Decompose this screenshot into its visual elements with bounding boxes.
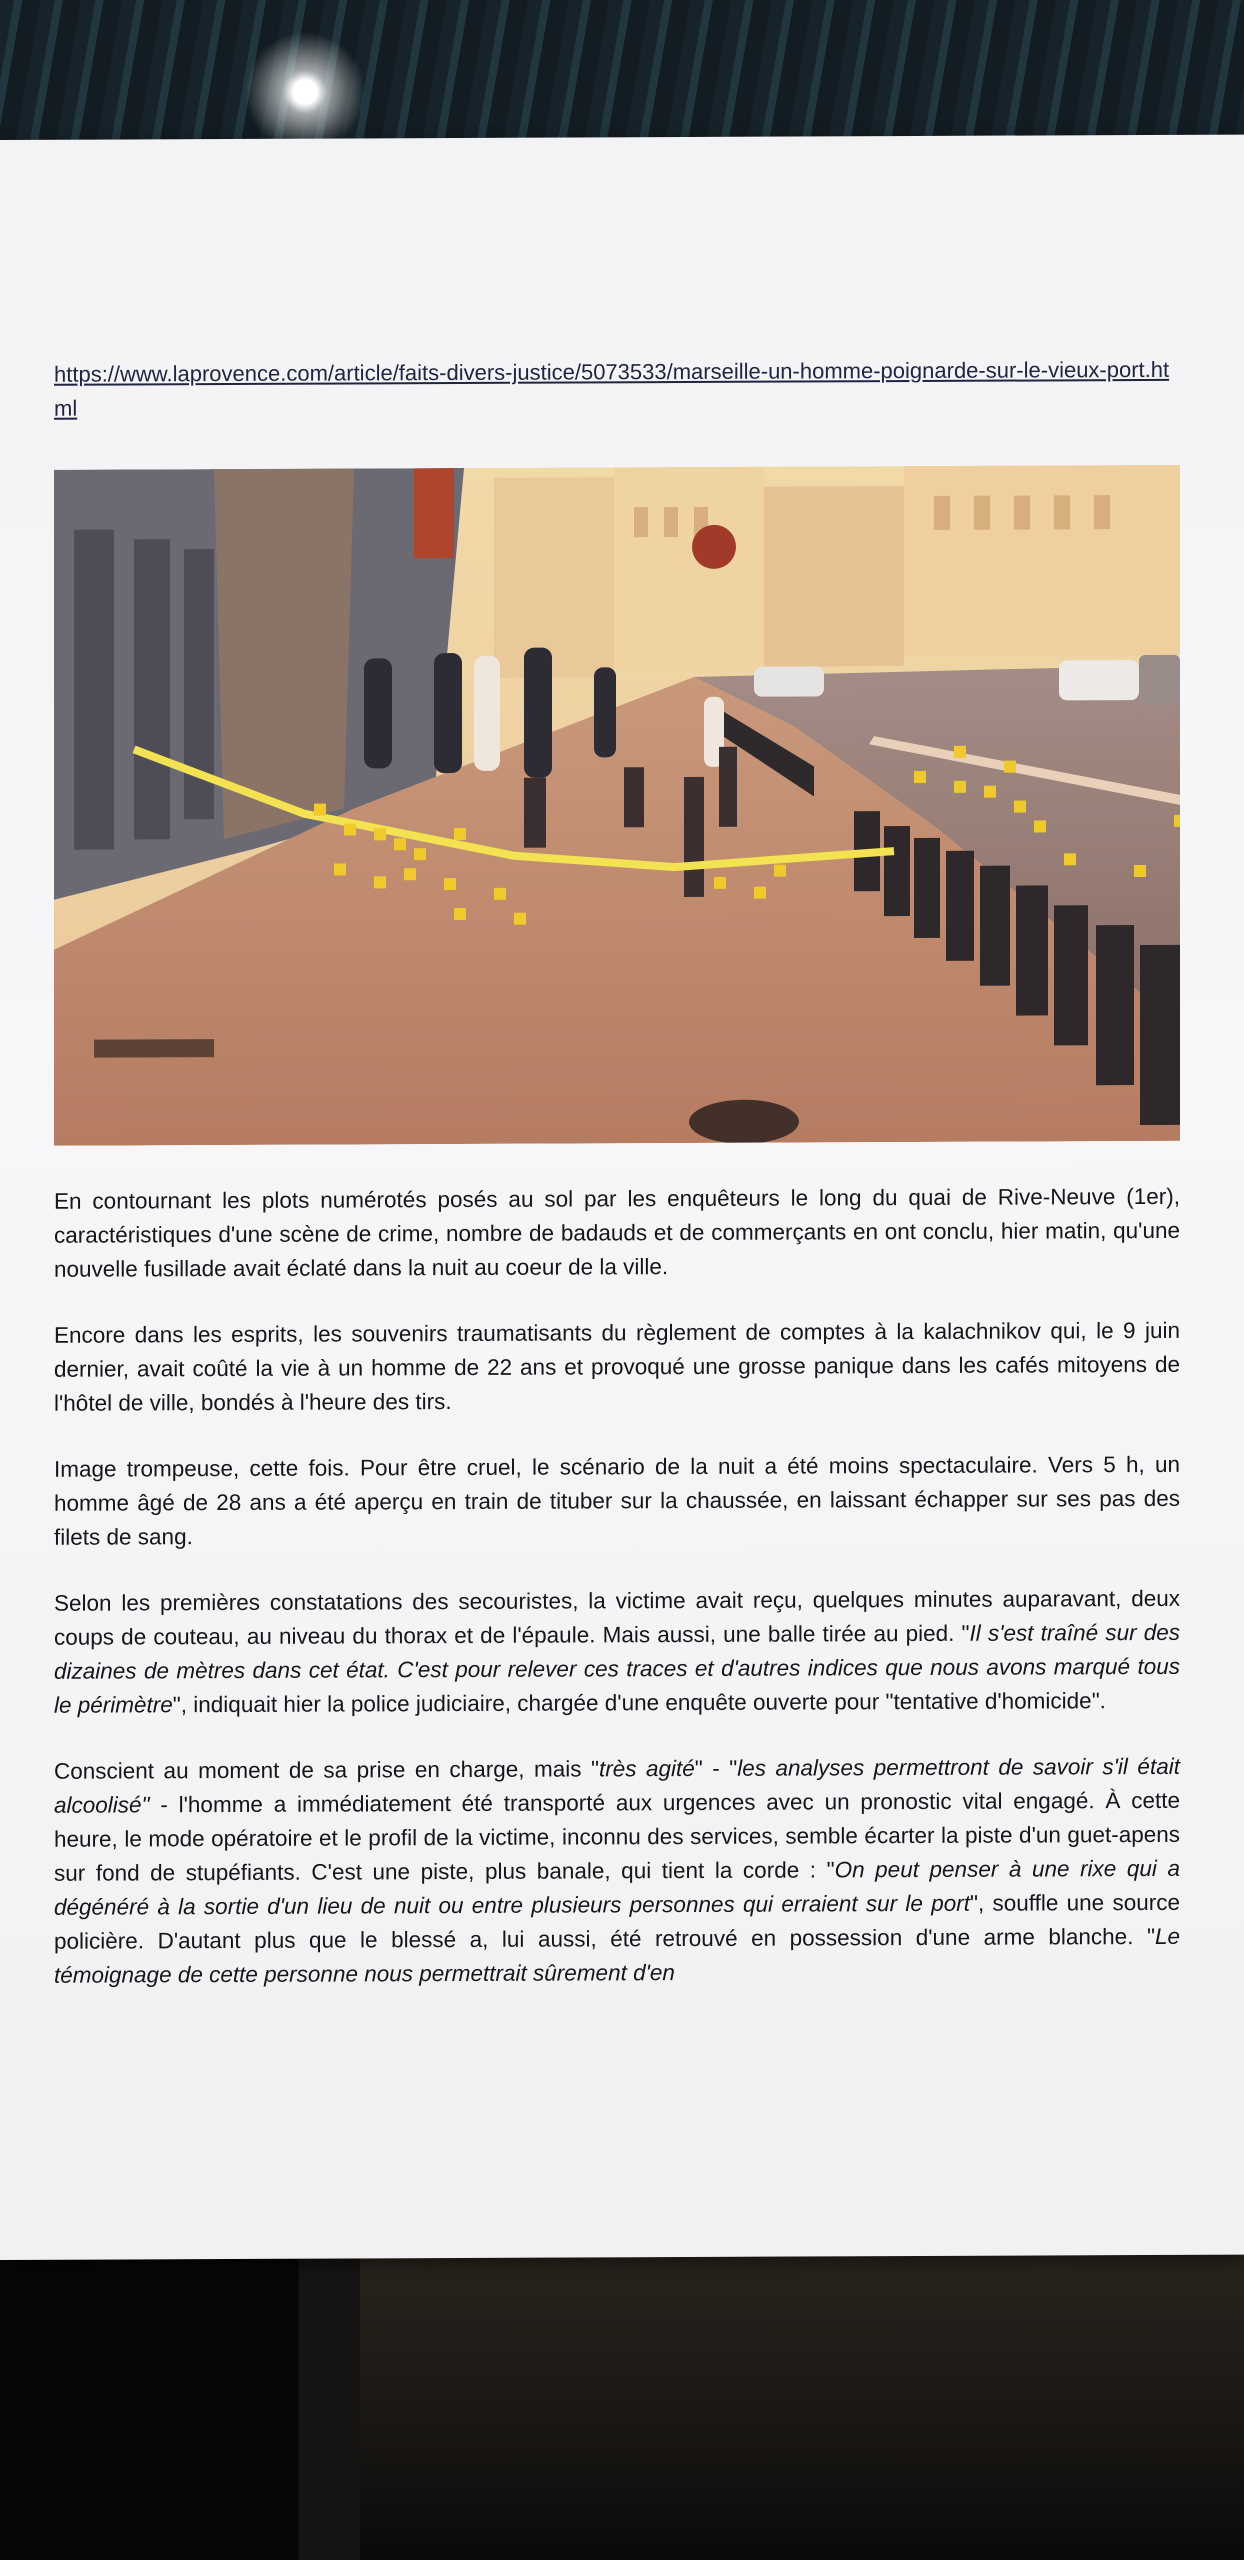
paragraph-2: Encore dans les esprits, les souvenirs traumatisants du règlement de comptes à la kalachnikov qui, le 9 juin dernier, avait coûté la vie à un homme de 22 ans et provoqué une grosse panique dans les cafés mitoyens de l'hôtel de ville, bondés à l'heure des tirs. xyxy=(54,1317,1180,1416)
paragraph-5 xyxy=(54,1750,1180,1993)
p5-quote-4: Le témoignage de cette personne nous permettrait sûrement d'en xyxy=(54,1923,1180,1988)
p5-quote-2: les analyses permettront de savoir s'il était alcoolisé" xyxy=(54,1753,1180,1818)
p4-text-a: Selon les premières constatations des secouristes, la victime avait reçu, quelques minutes auparavant, deux coups de couteau, au niveau du thorax et de l'épaule. Mais aussi, une balle tirée au pied. " xyxy=(54,1585,1180,1650)
paragraph-1: En contournant les plots numérotés posés au sol par les enquêteurs le long du quai de Rive-Neuve (1er), caractéristiques d'une scène de crime, nombre de badauds et de commerçants en ont conclu, hier matin, qu'une nouvelle fusillade avait éclaté dans la nuit au coeur de la ville. xyxy=(54,1183,1180,1282)
p4-text-c: ", indiquait hier la police judiciaire, chargée d'une enquête ouverte pour "tentative d'homicide". xyxy=(172,1688,1106,1718)
paragraph-3: Image trompeuse, cette fois. Pour être cruel, le scénario de la nuit a été moins spectaculaire. Vers 5 h, un homme âgé de 28 ans a été aperçu en train de tituber sur la chaussée, en laissant échapper sur ses pas des filets de sang. xyxy=(54,1451,1180,1550)
background-bottom xyxy=(0,2250,1244,2560)
article-url[interactable]: https://www.laprovence.com/article/faits-divers-justice/5073533/marseille-un-homme-poignarde-sur-le-vieux-port.html xyxy=(54,356,1170,421)
p5-quote-1: très agité xyxy=(598,1755,695,1782)
crime-scene-photo xyxy=(54,465,1180,1146)
paragraph-4 xyxy=(54,1582,1180,1723)
p5-text-c: " - " xyxy=(694,1755,738,1781)
p4-quote: Il s'est traîné sur des dizaines de mètres dans cet état. C'est pour relever ces traces et d'autres indices que nous avons marqué tous le périmètre xyxy=(54,1619,1180,1718)
paper-sheet xyxy=(0,135,1244,2260)
p5-text-a: Conscient au moment de sa prise en charge, mais " xyxy=(54,1756,599,1784)
p5-text-g: ", souffle une source policière. D'autant plus que le blessé a, lui aussi, été retrouvé en possession d'une arme blanche. " xyxy=(54,1889,1180,1954)
article-body xyxy=(54,1180,1180,2025)
p5-text-e: - l'homme a immédiatement été transporté aux urgences avec un pronostic vital engagé. À cette heure, le mode opératoire et le profil de la victime, inconnu des services, semble écarter la piste d'un guet-apens sur fond de stupéfiants. C'est une piste, plus banale, qui tient la corde : " xyxy=(54,1787,1180,1886)
p5-quote-3: On peut penser à une rixe qui a dégénéré à la sortie d'un lieu de nuit ou entre plusieurs personnes qui erraient sur le port xyxy=(54,1855,1180,1920)
